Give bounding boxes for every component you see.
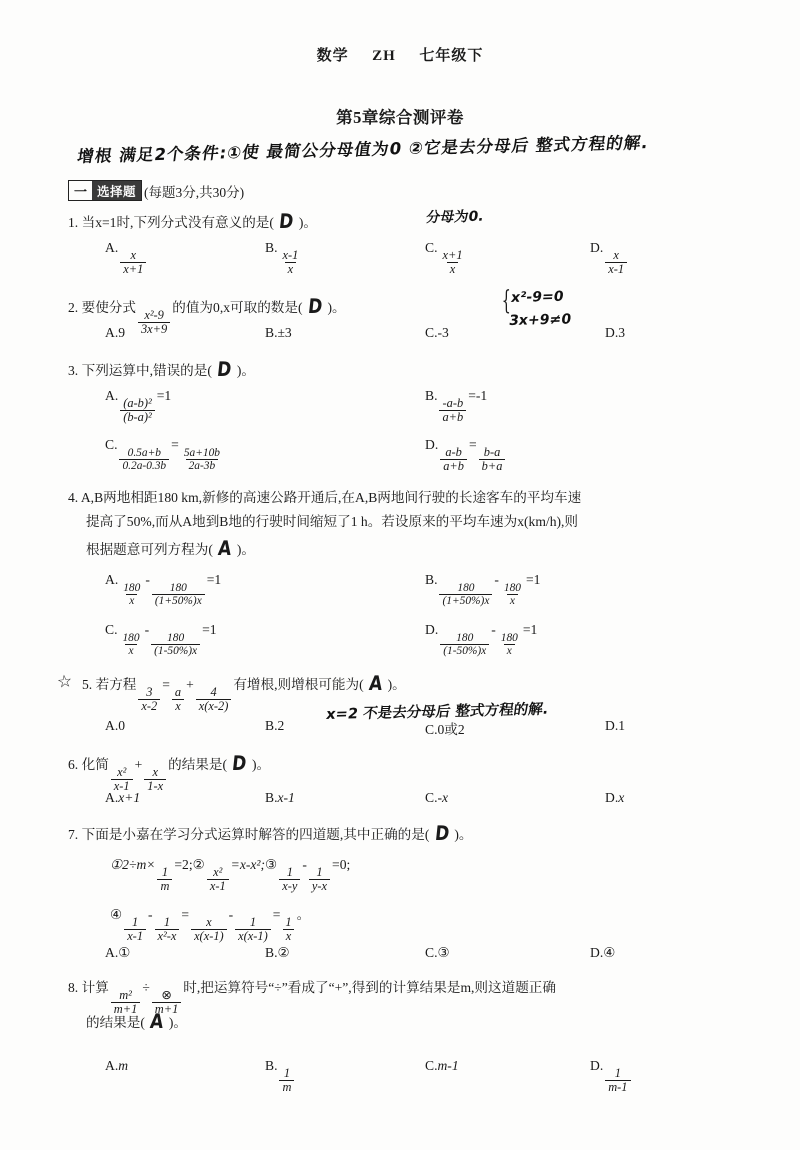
q7-i2eq: =x-x²; — [230, 857, 266, 872]
question-6-stem — [68, 752, 270, 794]
q4-opt-b-n1: 180 — [457, 582, 475, 595]
q5-eq1: = — [162, 677, 170, 692]
q7-i4n5: 1 — [285, 915, 292, 930]
q4-opt-d-eq: =1 — [522, 622, 538, 637]
q4-opt-a-d1: x — [126, 594, 137, 607]
q8-answer: A — [149, 1010, 165, 1034]
q4-opt-a-op: - — [145, 572, 150, 587]
q8-option-b — [265, 1058, 296, 1095]
q3-opt-d-eq: = — [468, 437, 477, 452]
q7-opt-b-text: ② — [277, 945, 290, 960]
q4-opt-c-n1: 180 — [122, 632, 140, 645]
q8-post: 时,把运算符号“÷”看成了“+”,得到的计算结果是m,则这道题正确 — [183, 980, 556, 995]
q2-frac-den: 3x+9 — [138, 322, 170, 336]
handwritten-note-q5: x=2 不是去分母后 整式方程的解. — [325, 701, 550, 724]
section-name: 选择题 — [92, 181, 141, 200]
q7-opt-a-text: ① — [118, 945, 131, 960]
q8-line2-pre: 的结果是( — [86, 1015, 145, 1030]
q8-opt-b-num: 1 — [283, 1066, 291, 1081]
q8-opt-b-den: m — [279, 1080, 294, 1094]
q3-option-b — [425, 388, 487, 425]
q2-frac-num: x²-9 — [144, 308, 164, 323]
q2-opt-a-text: 9 — [118, 325, 126, 340]
q4-opt-c-op: - — [144, 622, 150, 637]
q4-opt-c-label: C. — [105, 622, 118, 637]
q2-post: 的值为0,x可取的数是( — [172, 300, 303, 315]
q7-i4d2: x²-x — [155, 929, 180, 943]
q1-tail: )。 — [298, 215, 317, 230]
q4-answer: A — [217, 537, 233, 561]
q8-opt-b-label: B. — [265, 1058, 278, 1073]
q5-plus: + — [186, 677, 194, 692]
q8-opt-a-label: A. — [105, 1058, 119, 1073]
section-badge — [68, 180, 142, 201]
q3-option-d — [425, 437, 507, 474]
q8-opt-c-label: C. — [425, 1058, 438, 1073]
q7-opt-d-text: ④ — [603, 945, 616, 960]
q1-opt-b-num: x-1 — [282, 248, 299, 263]
q5-number: 5. — [82, 677, 93, 692]
section-header — [68, 180, 244, 201]
question-7-items-line1 — [110, 857, 350, 894]
q1-opt-d-den: x-1 — [605, 262, 627, 276]
q3-option-a — [105, 388, 171, 425]
q1-opt-b-den: x — [285, 262, 297, 276]
q6-opt-b-label: B. — [265, 790, 278, 805]
q7-opt-c-label: C. — [425, 945, 438, 960]
q4-opt-a-eq: =1 — [206, 572, 222, 587]
q8-option-d — [590, 1058, 633, 1095]
q5-opt-a-text: 0 — [118, 718, 126, 733]
q6-answer: D — [231, 752, 248, 776]
q7-item1-pre: ①2÷m× — [110, 857, 156, 872]
q3-option-c — [105, 437, 225, 473]
question-7-items-line2 — [110, 903, 310, 944]
q3-opt-b-num: -a-b — [442, 396, 464, 411]
q4-opt-b-eq: =1 — [526, 572, 541, 587]
q5-post: 有增根,则增根可能为( — [233, 677, 364, 692]
q3-opt-c-eq: = — [171, 437, 179, 452]
question-3-stem — [68, 358, 255, 384]
q7-item3-pre: ③ — [265, 857, 278, 872]
q7-option-c — [425, 945, 450, 961]
q6-option-a — [105, 790, 140, 806]
q1-opt-a-den: x+1 — [120, 262, 146, 276]
q2-option-a — [105, 325, 125, 341]
q5-opt-c-label: C. — [425, 722, 438, 737]
q3-opt-d-label: D. — [425, 437, 439, 452]
question-8-line2 — [86, 1010, 187, 1036]
q7-i4d5: x — [283, 929, 295, 943]
q5-tail: )。 — [387, 677, 406, 692]
q8-f2d: m+1 — [152, 1002, 182, 1016]
q4-opt-d-d2: x — [504, 644, 515, 657]
q7-i3d2: y-x — [309, 879, 330, 893]
q5-answer: A — [367, 672, 384, 696]
q6-option-c — [425, 790, 448, 806]
q2-opt-c-label: C. — [425, 325, 438, 340]
q8-f1d: m+1 — [111, 1002, 141, 1016]
q7-i1d: m — [157, 879, 172, 893]
q2-option-c — [425, 325, 449, 341]
q5-opt-c-text: 0或2 — [437, 722, 465, 737]
q7-i2d: x-1 — [207, 879, 229, 893]
q4-option-d — [425, 622, 537, 658]
q5-f3d: x(x-2) — [196, 699, 232, 713]
q8-f1n: m² — [119, 988, 132, 1003]
q3-tail: )。 — [236, 363, 255, 378]
q6-opt-c-label: C. — [425, 790, 438, 805]
q6-opt-d-label: D. — [605, 790, 619, 805]
q1-option-a — [105, 240, 148, 277]
q5-f3n: 4 — [210, 685, 217, 700]
q7-i4op2: - — [228, 907, 234, 922]
q6-f2n: x — [152, 765, 158, 780]
question-4-line2 — [86, 512, 578, 532]
q7-number: 7. — [68, 827, 79, 842]
q4-opt-a-d2: (1+50%)x — [152, 594, 205, 607]
q4-opt-b-op: - — [494, 572, 499, 587]
q4-number: 4. — [68, 490, 79, 505]
q7-i2n: x² — [213, 865, 223, 880]
question-4-line3 — [86, 537, 255, 563]
page-header — [0, 44, 800, 65]
q7-opt-b-label: B. — [265, 945, 278, 960]
q4-opt-c-n2: 180 — [167, 632, 185, 645]
header-subject: 数学 — [316, 48, 349, 64]
q4-opt-a-n1: 180 — [123, 582, 141, 595]
q7-i3n2: 1 — [316, 865, 323, 880]
q1-opt-b-label: B. — [265, 240, 278, 255]
q4-opt-a-n2: 180 — [169, 582, 187, 595]
q5-f1d: x-2 — [138, 699, 160, 713]
q8-opt-d-label: D. — [590, 1058, 604, 1073]
q3-text: 下列运算中,错误的是( — [81, 363, 212, 378]
q6-opt-b-text: x-1 — [277, 790, 295, 805]
handwritten-note-top: 增根 满足2个条件:①使 最简公分母值为0 ②它是去分母后 整式方程的解. — [76, 133, 650, 167]
q2-opt-d-text: 3 — [618, 325, 626, 340]
q6-tail: )。 — [251, 757, 271, 772]
q4-opt-d-d1: (1-50%)x — [440, 644, 489, 657]
q3-opt-a-den: (b-a)² — [120, 410, 154, 424]
q4-opt-c-d1: x — [125, 644, 136, 657]
q5-opt-a-label: A. — [105, 718, 119, 733]
q2-tail: )。 — [327, 300, 346, 315]
q7-option-b — [265, 945, 290, 961]
q7-i4d4: x(x-1) — [235, 929, 271, 943]
q4-line3-tail: )。 — [236, 542, 255, 557]
handwritten-brace-q2: { — [501, 286, 511, 316]
q5-option-a — [105, 718, 125, 734]
q4-line2: 提高了50%,而从A地到B地的行驶时间缩短了1 h。若设原来的平均车速为x(km/h),则 — [86, 514, 579, 529]
q1-opt-c-den: x — [447, 262, 459, 276]
q7-i1n: 1 — [161, 865, 169, 880]
q6-opt-c-text: -x — [437, 790, 449, 805]
q3-opt-b-eq: =-1 — [468, 388, 488, 403]
section-points: (每题3分,共30分) — [144, 184, 245, 200]
q5-opt-b-text: 2 — [277, 718, 285, 733]
q7-i3eq: =0; — [332, 857, 351, 872]
q1-text: 当x=1时,下列分式没有意义的是( — [81, 215, 274, 230]
q6-number: 6. — [68, 757, 79, 772]
q6-opt-a-label: A. — [105, 790, 119, 805]
q4-opt-c-d2: (1-50%)x — [151, 644, 200, 657]
q1-answer: D — [278, 210, 295, 234]
q3-opt-d-num: a-b — [445, 445, 462, 460]
q3-opt-c-label: C. — [105, 437, 118, 452]
q1-opt-d-label: D. — [590, 240, 604, 255]
q3-opt-c-den: 0.2a-0.3b — [119, 459, 169, 472]
q4-option-b — [425, 572, 540, 608]
q2-opt-b-label: B. — [265, 325, 278, 340]
q5-option-c — [425, 718, 465, 738]
q3-opt-d-den: a+b — [440, 459, 467, 473]
q4-opt-d-n2: 180 — [500, 632, 518, 645]
q7-tail: )。 — [454, 827, 473, 842]
q2-pre: 要使分式 — [81, 300, 136, 315]
q7-i3n: 1 — [286, 865, 293, 880]
q7-option-d — [590, 945, 615, 961]
q8-number: 8. — [68, 980, 79, 995]
q4-option-a — [105, 572, 221, 608]
q2-opt-a-label: A. — [105, 325, 119, 340]
q1-option-c — [425, 240, 468, 277]
q7-opt-d-label: D. — [590, 945, 604, 960]
q3-opt-c-den2: 2a-3b — [186, 459, 219, 472]
section-number: 一 — [74, 184, 88, 199]
q6-post: 的结果是( — [168, 757, 228, 772]
q6-f2d: 1-x — [144, 779, 166, 793]
q8-pre: 计算 — [81, 980, 109, 995]
q8-opt-c-text: m-1 — [437, 1058, 459, 1073]
q4-opt-b-d2: x — [507, 594, 518, 607]
q6-f1n: x² — [117, 765, 127, 780]
q3-number: 3. — [68, 363, 79, 378]
q7-i4n2: 1 — [163, 915, 171, 930]
q7-opt-c-text: ③ — [437, 945, 450, 960]
q1-opt-a-num: x — [130, 248, 136, 263]
q6-opt-a-text: x+1 — [118, 790, 141, 805]
q4-opt-d-label: D. — [425, 622, 439, 637]
handwritten-note-q2-line2: 3x+9≠0 — [508, 311, 573, 329]
q1-opt-c-num: x+1 — [442, 248, 463, 263]
q3-opt-d-num2: b-a — [483, 445, 501, 460]
q3-opt-c-num: 0.5a+b — [127, 447, 161, 460]
q8-masked-numerator-icon: ⊗ — [161, 988, 172, 1003]
q5-option-b — [265, 718, 284, 734]
q8-option-c — [425, 1058, 459, 1074]
q4-opt-d-n1: 180 — [456, 632, 474, 645]
page-title: 第5章综合测评卷 — [336, 108, 464, 127]
q1-option-d — [590, 240, 629, 277]
q8-opt-d-den: m-1 — [605, 1080, 630, 1094]
q3-opt-a-eq: =1 — [156, 388, 172, 403]
q6-plus: + — [134, 757, 143, 772]
q5-option-d — [605, 718, 625, 734]
q2-number: 2. — [68, 300, 79, 315]
q5-f1n: 3 — [146, 685, 153, 700]
q7-text: 下面是小嘉在学习分式运算时解答的四道题,其中正确的是( — [81, 827, 430, 842]
q5-f2n: a — [174, 685, 182, 700]
q5-opt-d-label: D. — [605, 718, 619, 733]
q3-opt-b-label: B. — [425, 388, 438, 403]
q7-item2-pre: ② — [192, 857, 205, 872]
q7-item4-pre: ④ — [110, 907, 123, 922]
q7-i4tail: 。 — [296, 907, 311, 922]
q3-opt-a-num: (a-b)² — [123, 396, 152, 411]
q7-i3d: x-y — [279, 879, 300, 893]
header-grade: 七年级下 — [419, 48, 484, 64]
q8-divide: ÷ — [142, 980, 150, 995]
q3-opt-c-num2: 5a+10b — [183, 447, 220, 460]
q5-opt-b-label: B. — [265, 718, 278, 733]
q4-opt-c-eq: =1 — [202, 622, 217, 637]
q7-i4op1: - — [148, 907, 153, 922]
q1-option-b — [265, 240, 303, 277]
q2-opt-b-text: ±3 — [277, 325, 292, 340]
q6-option-b — [265, 790, 295, 806]
q6-opt-d-text: x — [618, 790, 625, 805]
q5-pre: 若方程 — [95, 677, 137, 692]
q7-option-a — [105, 945, 130, 961]
q4-opt-d-op: - — [491, 622, 496, 637]
q4-opt-b-d1: (1+50%)x — [439, 594, 492, 607]
question-4-line1 — [68, 488, 581, 508]
header-code: ZH — [372, 48, 396, 64]
q1-number: 1. — [68, 215, 79, 230]
q1-opt-d-num: x — [613, 248, 619, 263]
q4-line1: A,B两地相距180 km,新修的高速公路开通后,在A,B两地间行驶的长途客车的平均车速 — [80, 490, 582, 505]
q8-option-a — [105, 1058, 128, 1074]
q7-i4n4: 1 — [249, 915, 257, 930]
q7-i4n3: x — [206, 915, 212, 930]
question-1-stem — [68, 210, 317, 236]
q4-option-c — [105, 622, 217, 658]
q7-i4d1: x-1 — [124, 929, 146, 943]
q2-answer: D — [306, 295, 324, 319]
question-7-stem — [68, 822, 472, 848]
q3-opt-b-den: a+b — [439, 410, 466, 424]
q5-opt-d-text: 1 — [618, 718, 626, 733]
q6-f1d: x-1 — [111, 779, 133, 793]
q5-f2d: x — [172, 699, 184, 713]
handwritten-note-q2-line1: x²-9=0 — [510, 288, 565, 306]
q6-option-d — [605, 790, 624, 806]
q7-i4eq1: = — [181, 907, 190, 922]
q7-opt-a-label: A. — [105, 945, 119, 960]
q2-opt-c-text: -3 — [437, 325, 449, 340]
q3-answer: D — [216, 358, 233, 382]
q4-opt-b-label: B. — [425, 572, 438, 587]
q1-opt-c-label: C. — [425, 240, 438, 255]
q3-opt-d-den2: b+a — [479, 459, 506, 473]
q6-pre: 化简 — [81, 757, 109, 772]
q8-opt-a-text: m — [118, 1058, 129, 1073]
q7-i1eq: =2; — [174, 857, 193, 872]
star-mark-q5: ☆ — [55, 671, 74, 693]
q4-line3-pre: 根据题意可列方程为( — [86, 542, 213, 557]
q8-line2-tail: )。 — [168, 1015, 188, 1030]
handwritten-note-q1: 分母为0. — [425, 208, 485, 227]
q7-answer: D — [433, 822, 451, 846]
q7-i4n1: 1 — [132, 915, 139, 930]
q2-opt-d-label: D. — [605, 325, 619, 340]
q2-option-b — [265, 325, 292, 341]
q4-opt-a-label: A. — [105, 572, 119, 587]
q4-opt-b-n2: 180 — [503, 582, 521, 595]
q7-i4eq2: = — [272, 907, 281, 922]
q3-opt-a-label: A. — [105, 388, 119, 403]
q7-i3op: - — [302, 857, 307, 872]
q2-option-d — [605, 325, 625, 341]
q8-opt-d-num: 1 — [614, 1066, 621, 1081]
q1-opt-a-label: A. — [105, 240, 119, 255]
q7-i4d3: x(x-1) — [191, 929, 227, 943]
